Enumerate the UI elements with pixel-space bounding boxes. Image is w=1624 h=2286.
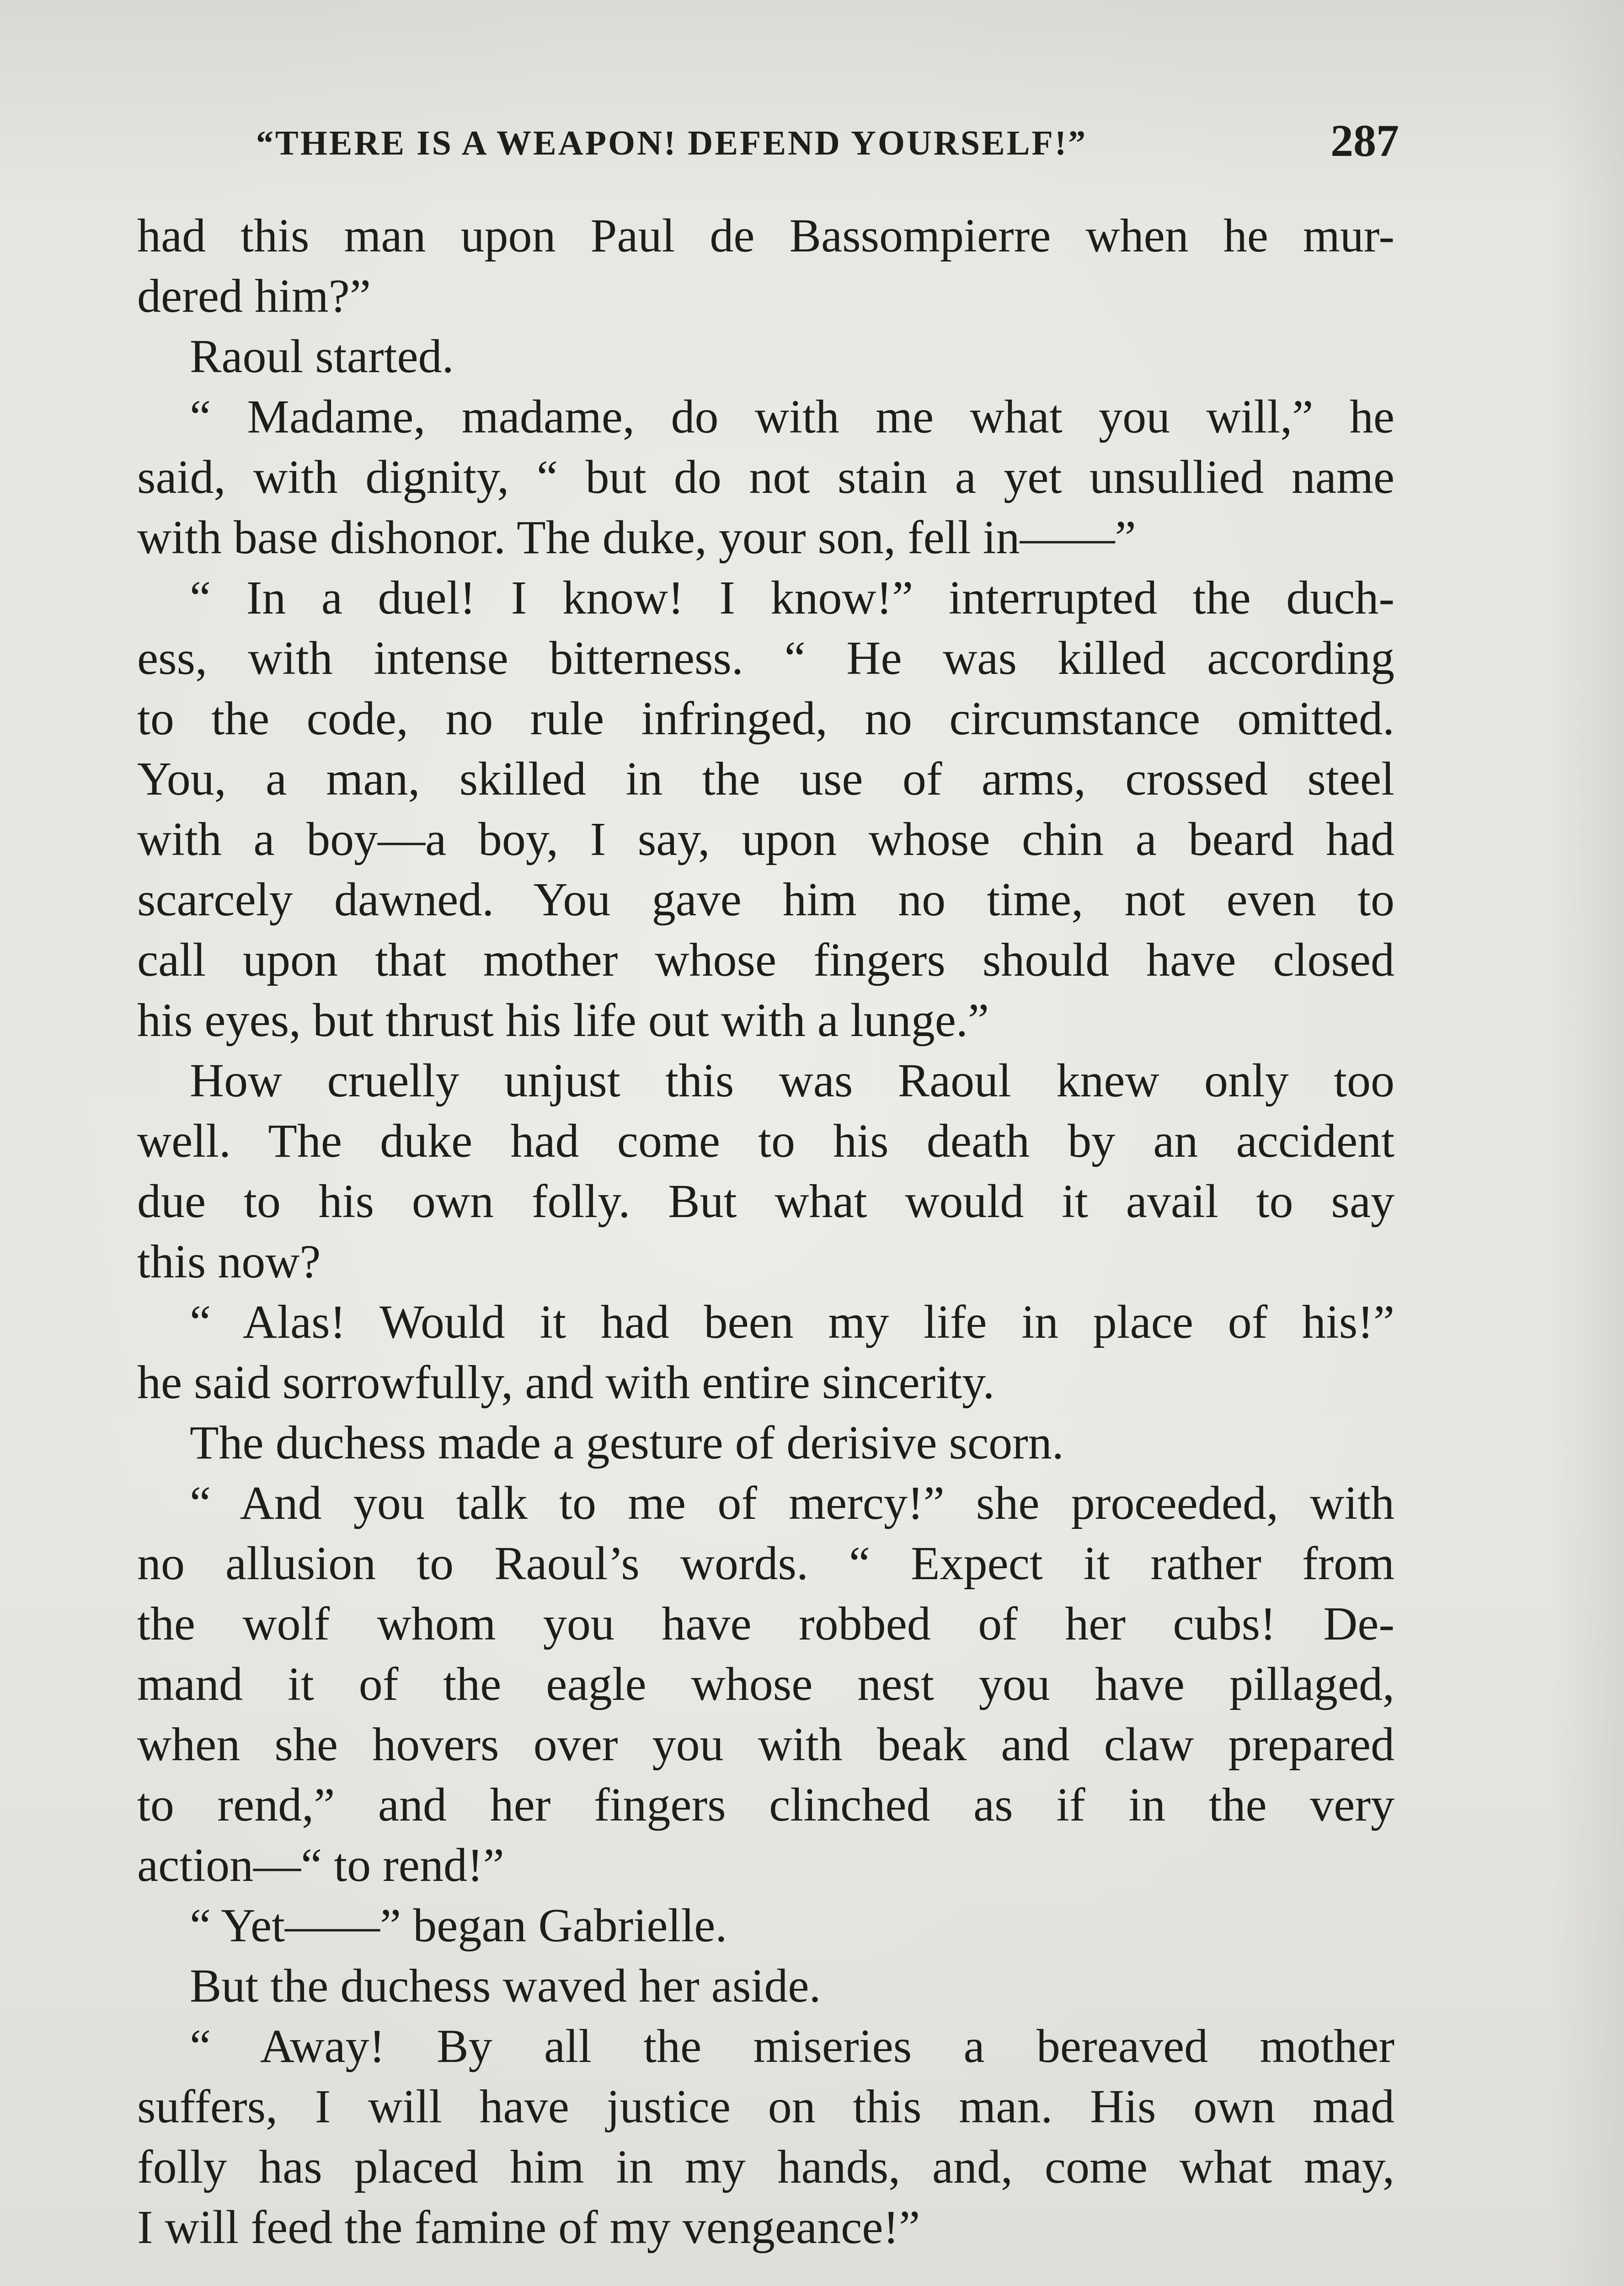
running-header (256, 114, 1399, 169)
text-line: scarcely dawned. You gave him no time, not even to (137, 873, 1394, 926)
text-line: action—“ to rend!” (137, 1839, 504, 1891)
text-line: mand it of the eagle whose nest you have pillaged, (137, 1658, 1394, 1710)
text-line: with a boy—a boy, I say, upon whose chin a beard had (137, 813, 1394, 865)
text-line: You, a man, skilled in the use of arms, crossed steel (137, 753, 1394, 805)
text-line: “ Yet——” began Gabrielle. (190, 1899, 727, 1952)
body-text (137, 206, 1394, 2258)
text-line: to the code, no rule infringed, no circumstance omitted. (137, 692, 1394, 745)
running-title: “THERE IS A WEAPON! DEFEND YOURSELF!” (256, 124, 1088, 162)
text-line: “ In a duel! I know! I know!” interrupted the duch- (190, 572, 1394, 624)
text-line: the wolf whom you have robbed of her cubs! De- (137, 1597, 1394, 1650)
text-line: well. The duke had come to his death by an accident (137, 1115, 1394, 1167)
text-line: to rend,” and her fingers clinched as if in the very (137, 1779, 1394, 1831)
text-line: dered him?” (137, 270, 371, 322)
text-line: had this man upon Paul de Bassompierre when he mur- (137, 209, 1394, 262)
text-line: no allusion to Raoul’s words. “ Expect it rather from (137, 1537, 1394, 1590)
text-line: Raoul started. (190, 330, 454, 383)
text-line: How cruelly unjust this was Raoul knew only too (190, 1054, 1394, 1107)
text-line: folly has placed him in my hands, and, come what may, (137, 2141, 1394, 2193)
text-line: when she hovers over you with beak and claw prepared (137, 1718, 1394, 1771)
text-line: The duchess made a gesture of derisive scorn. (190, 1416, 1064, 1469)
text-line: his eyes, but thrust his life out with a lunge.” (137, 994, 989, 1047)
text-line: due to his own folly. But what would it avail to say (137, 1175, 1394, 1228)
page-number: 287 (1330, 115, 1399, 166)
text-line: “ Away! By all the miseries a bereaved mother (190, 2020, 1394, 2072)
text-line: with base dishonor. The duke, your son, fell in——” (137, 511, 1136, 564)
text-line: this now? (137, 1235, 321, 1288)
text-line: he said sorrowfully, and with entire sincerity. (137, 1356, 995, 1409)
text-line: suffers, I will have justice on this man. His own mad (137, 2080, 1394, 2133)
text-line: “ And you talk to me of mercy!” she proceeded, with (190, 1477, 1394, 1529)
text-line: I will feed the famine of my vengeance!” (137, 2201, 920, 2254)
text-line: call upon that mother whose fingers should have closed (137, 934, 1394, 986)
text-line: said, with dignity, “ but do not stain a yet unsullied name (137, 451, 1394, 503)
text-line: “ Alas! Would it had been my life in place of his!” (190, 1296, 1394, 1348)
text-line: But the duchess waved her aside. (190, 1960, 821, 2012)
text-line: “ Madame, madame, do with me what you will,” he (190, 390, 1394, 443)
text-line: ess, with intense bitterness. “ He was killed according (137, 632, 1394, 684)
